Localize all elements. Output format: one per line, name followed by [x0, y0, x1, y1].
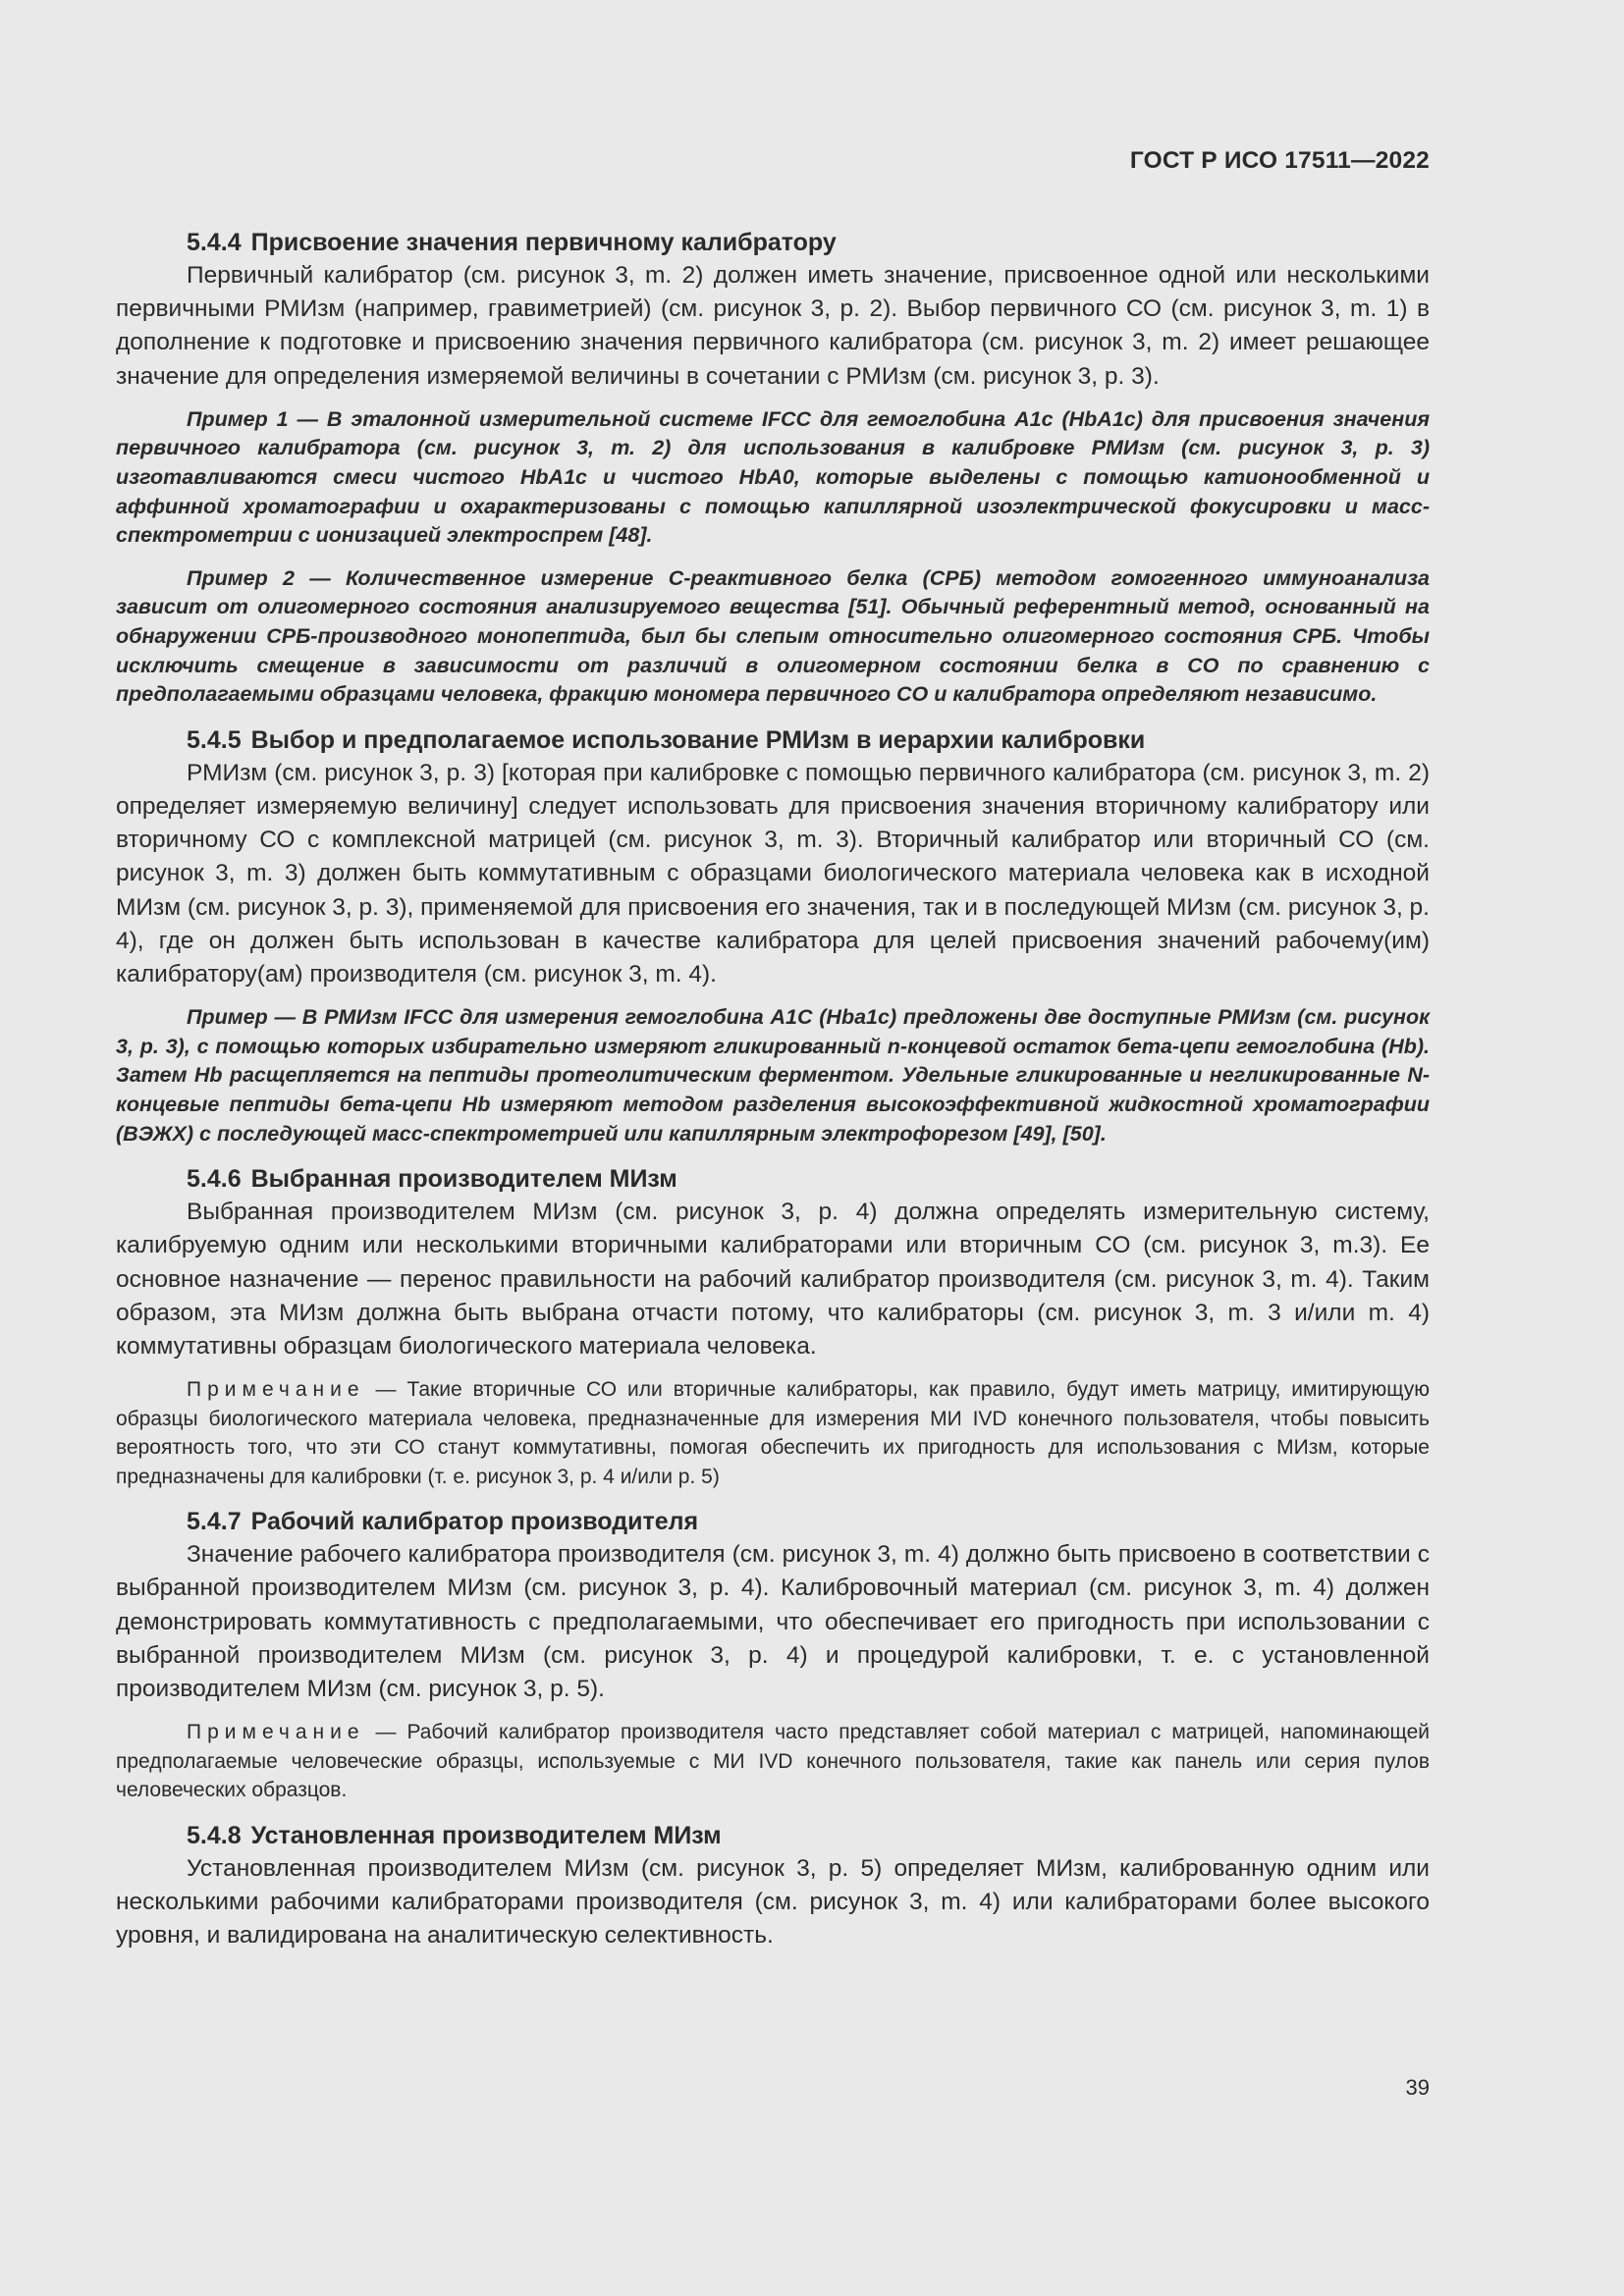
- section-5-4-4: [116, 226, 1430, 710]
- document-header: ГОСТ Р ИСО 17511—2022: [1129, 147, 1430, 174]
- section-5-4-8: [116, 1819, 1430, 1953]
- section-number: 5.4.5: [187, 725, 242, 754]
- section-title: Выбранная производителем МИзм: [250, 1165, 677, 1194]
- section-paragraph: Установленная производителем МИзм (см. рисунок 3, р. 5) определяет МИзм, калиброванную одним или несколькими рабочими калибраторами производителя (см. рисунок 3, m. 4) или калибраторами более высокого уровня, и валидирована на аналитическую селективность.: [116, 1854, 1430, 1949]
- section-paragraph: РМИзм (см. рисунок 3, р. 3) [которая при калибровке с помощью первичного калибратора (см. рисунок 3, m. 2) определяет измеряемую величину] следует использовать для присвоения значения вторичному калибратору или вторичному СО с комплексной матрицей (см. рисунок 3, m. 3). Вторичный калибратор или вторичный СО (см. рисунок 3, m. 3) должен быть коммутативным с образцами биологического материала человека как в исходной МИзм (см. рисунок 3, р. 3), применяемой для присвоения его значения, так и в последующей МИзм (см. рисунок 3, р. 4), где он должен быть использован в качестве калибратора для целей присвоения значений рабочему(им) калибратору(ам) производителя (см. рисунок 3, m. 4).: [116, 759, 1430, 988]
- section-title: Выбор и предполагаемое использование РМИзм в иерархии калибровки: [250, 725, 1146, 754]
- note-label: Примечание: [187, 1378, 365, 1402]
- section-paragraph: Значение рабочего калибратора производителя (см. рисунок 3, m. 4) должно быть присвоено в соответствии с выбранной производителем МИзм (см. рисунок 3, р. 4). Калибровочный материал (см. рисунок 3, m. 4) должен демонстрировать коммутативность с предполагаемыми, что обеспечивает его пригодность при использовании с выбранной производителем МИзм (см. рисунок 3, р. 4) и процедурой калибровки, т. е. с установленной производителем МИзм (см. рисунок 3, р. 5).: [116, 1541, 1430, 1702]
- section-heading: [116, 1505, 1430, 1538]
- section-paragraph: Первичный калибратор (см. рисунок 3, m. 2) должен иметь значение, присвоенное одной или несколькими первичными РМИзм (например, гравиметрией) (см. рисунок 3, р. 2). Выбор первичного СО (см. рисунок 3, m. 1) в дополнение к подготовке и присвоению значения первичного калибратора (см. рисунок 3, m. 2) имеет решающее значение для определения измеряемой величины в сочетании с РМИзм (см. рисунок 3, р. 3).: [116, 262, 1430, 390]
- section-5-4-5: [116, 723, 1430, 1148]
- page-number: 39: [1405, 2075, 1430, 2100]
- section-5-4-7: [116, 1505, 1430, 1805]
- section-heading: [116, 226, 1430, 259]
- note-text: — Рабочий калибратор производителя часто представляет собой материал с матрицей, напоминающей предполагаемые человеческие образцы, используемые с МИ IVD конечного пользователя, такие как панель или серия пулов человеческих образцов.: [116, 1721, 1430, 1802]
- section-number: 5.4.6: [187, 1165, 242, 1194]
- note-label: Примечание: [187, 1721, 365, 1744]
- section-title: Присвоение значения первичному калибратору: [250, 229, 837, 256]
- section-heading: [116, 723, 1430, 757]
- note-text: — Такие вторичные СО или вторичные калибраторы, как правило, будут иметь матрицу, имитирующую образцы биологического материала человека, предназначенные для измерения МИ IVD конечного пользователя, чтобы повысить вероятность того, что эти СО станут коммутативны, помогая обеспечить их пригодность для использования с МИзм, которые предназначены для калибровки (т. е. рисунок 3, р. 4 и/или р. 5): [116, 1378, 1430, 1488]
- section-5-4-6: [116, 1162, 1430, 1491]
- note-paragraph: [116, 1375, 1430, 1491]
- section-number: 5.4.8: [187, 1821, 242, 1849]
- section-paragraph: Выбранная производителем МИзм (см. рисунок 3, р. 4) должна определять измерительную систему, калибруемую одним или несколькими вторичными калибраторами или вторичным СО (см. рисунок 3, m.3). Ее основное назначение — перенос правильности на рабочий калибратор производителя (см. рисунок 3, m. 4). Таким образом, эта МИзм должна быть выбрана отчасти потому, что калибраторы (см. рисунок 3, m. 3 и/или m. 4) коммутативны образцам биологического материала человека.: [116, 1199, 1430, 1360]
- note-paragraph: [116, 1718, 1430, 1805]
- example-paragraph: Пример 2 — Количественное измерение С-реактивного белка (СРБ) методом гомогенного иммуноанализа зависит от олигомерного состояния анализируемого вещества [51]. Обычный референтный метод, основанный на обнаружении СРБ-производного монопептида, был бы слепым относительно олигомерного состояния СРБ. Чтобы исключить смещение в зависимости от различий в олигомерном состоянии белка в СО по сравнению с предполагаемыми образцами человека, фракцию мономера первичного СО и калибратора определяют независимо.: [116, 565, 1430, 707]
- section-number: 5.4.7: [187, 1508, 242, 1536]
- section-title: Установленная производителем МИзм: [250, 1821, 722, 1849]
- section-title: Рабочий калибратор производителя: [250, 1508, 699, 1536]
- section-heading: [116, 1819, 1430, 1852]
- section-number: 5.4.4: [187, 229, 242, 256]
- section-heading: [116, 1162, 1430, 1196]
- example-paragraph: Пример — В РМИзм IFCC для измерения гемоглобина A1C (Hba1c) предложены две доступные РМИзм (см. рисунок 3, р. 3), с помощью которых избирательно измеряют гликированный n-концевой остаток бета-цепи гемоглобина (Hb). Затем Hb расщепляется на пептиды протеолитическим ферментом. Удельные гликированные и негликированные N-концевые пептиды бета-цепи Hb измеряют методом разделения высокоэффективной жидкостной хроматографии (ВЭЖХ) с последующей масс-спектрометрией или капиллярным электрофорезом [49], [50].: [116, 1005, 1430, 1146]
- example-paragraph: Пример 1 — В эталонной измерительной системе IFCC для гемоглобина A1c (HbA1c) для присвоения значения первичного калибратора (см. рисунок 3, т. 2) для использования в калибровке РМИзм (см. рисунок 3, р. 3) изготавливаются смеси чистого HbA1c и чистого HbA0, которые выделены с помощью катионообменной и аффинной хроматографии и охарактеризованы с помощью капиллярной изоэлектрической фокусировки и масс-спектрометрии с ионизацией электроспрем [48].: [116, 406, 1430, 548]
- document-content: [116, 226, 1430, 1966]
